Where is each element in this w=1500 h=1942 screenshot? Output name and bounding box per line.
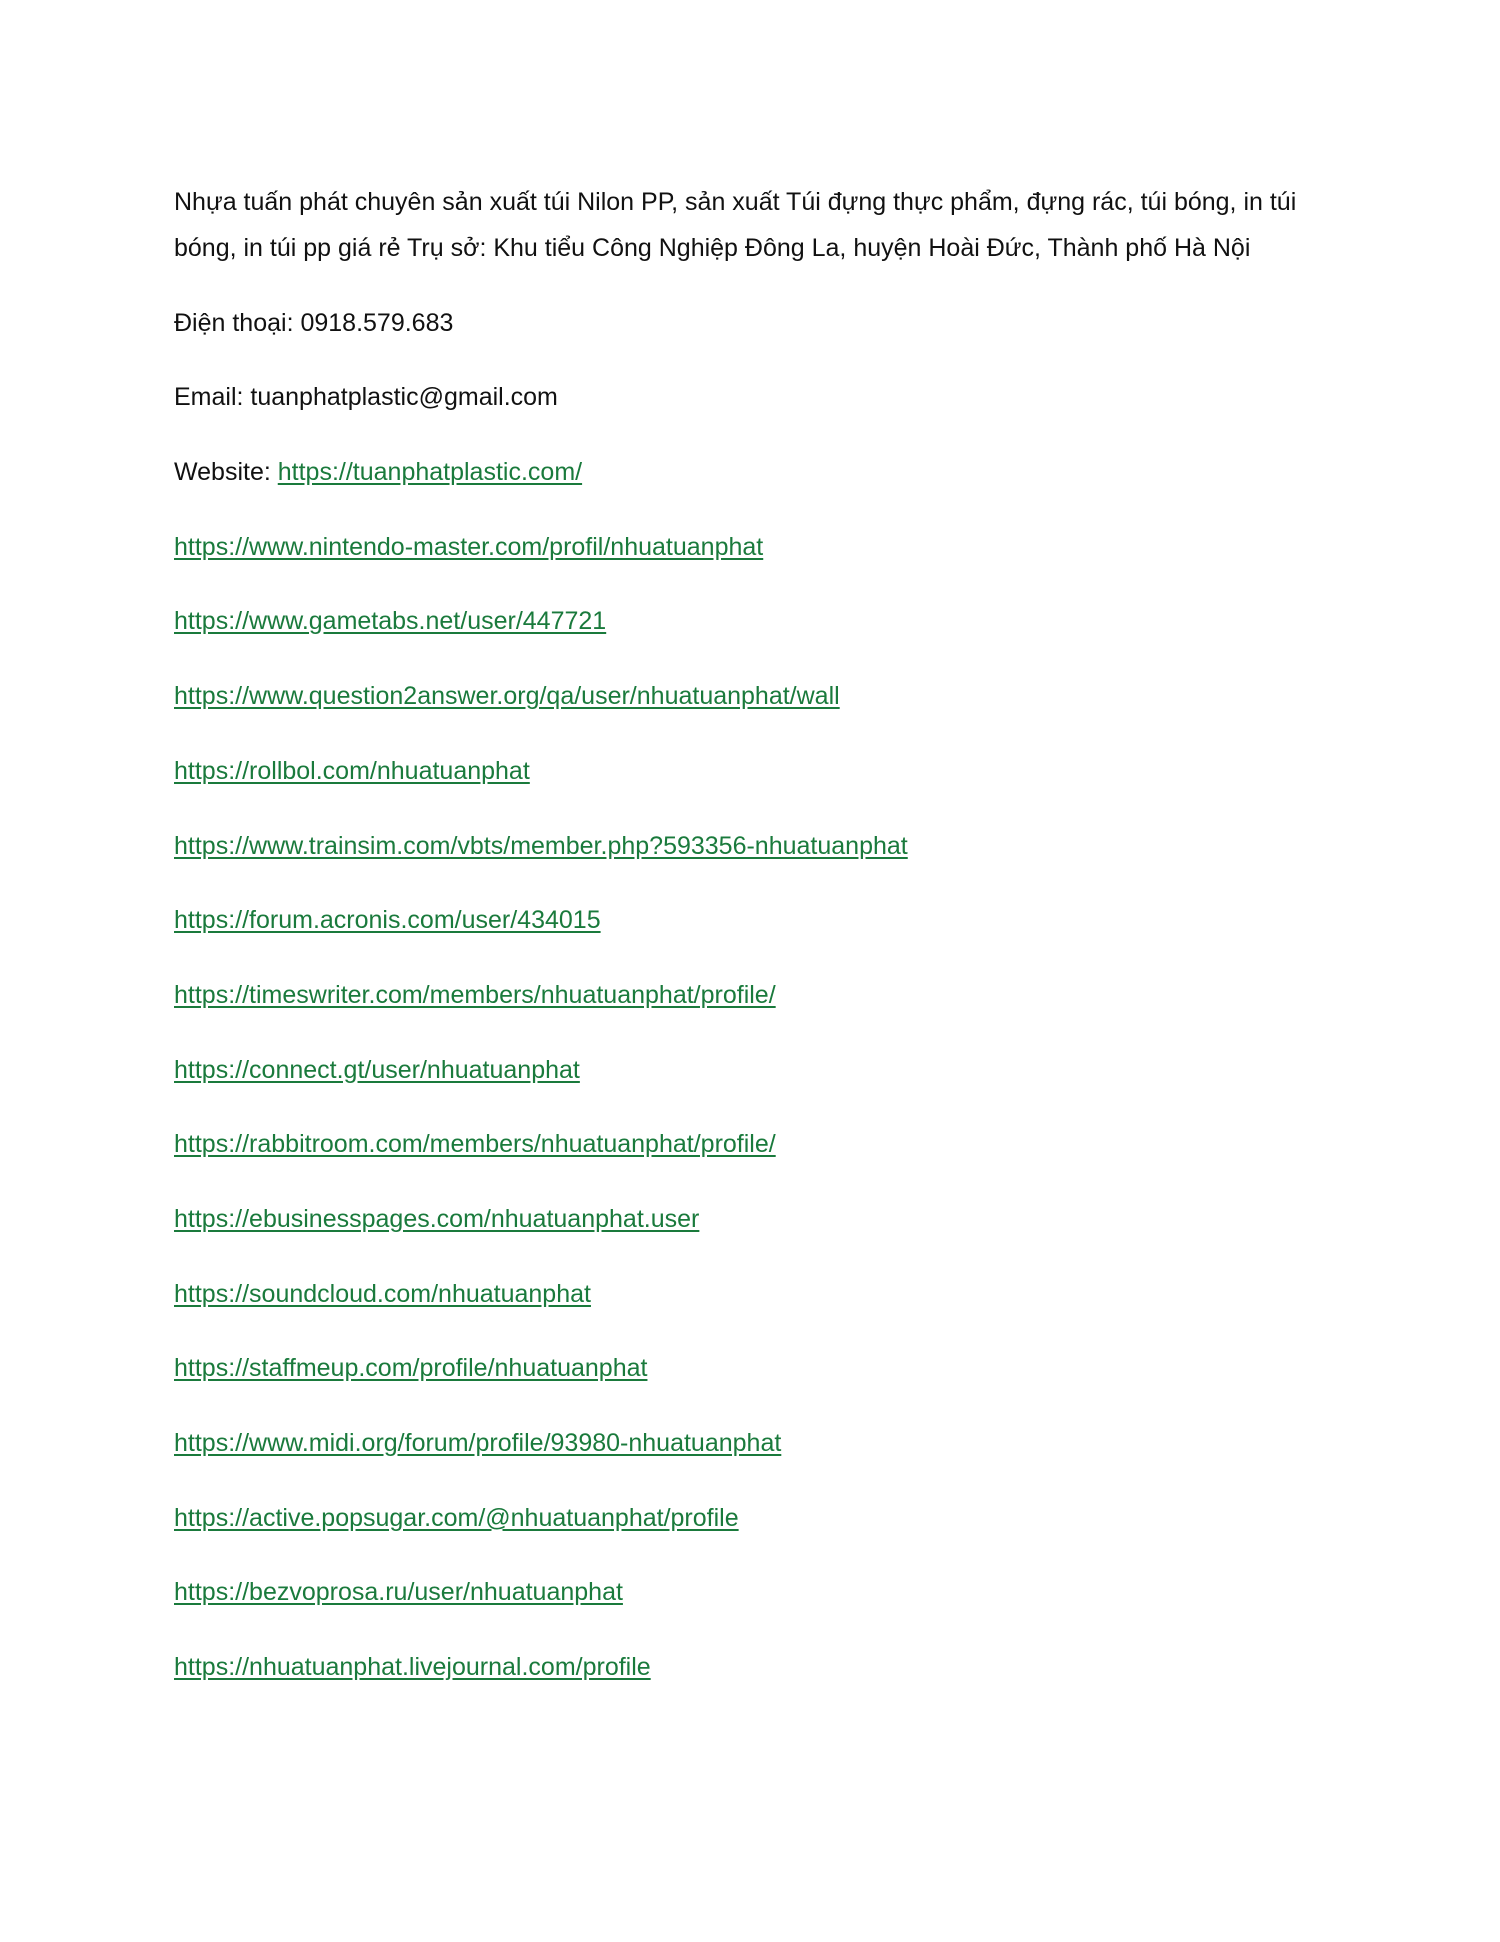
link-item bbox=[174, 673, 1314, 719]
link-item bbox=[174, 823, 1314, 869]
document-page bbox=[174, 179, 1314, 1719]
intro-paragraph: Nhựa tuấn phát chuyên sản xuất túi Nilon PP, sản xuất Túi đựng thực phẩm, đựng rác, túi bóng, in túi bóng, in túi pp giá rẻ Trụ sở: Khu tiểu Công Nghiệp Đông La, huyện Hoài Đức, Thành phố Hà Nội bbox=[174, 188, 1297, 262]
link-item bbox=[174, 1345, 1314, 1391]
profile-link[interactable]: https://rabbitroom.com/members/nhuatuanphat/profile/ bbox=[174, 1130, 776, 1159]
profile-link[interactable]: https://connect.gt/user/nhuatuanphat bbox=[174, 1055, 580, 1084]
profile-link[interactable]: https://forum.acronis.com/user/434015 bbox=[174, 906, 601, 935]
profile-link[interactable]: https://staffmeup.com/profile/nhuatuanphat bbox=[174, 1354, 648, 1383]
website-label: Website: bbox=[174, 458, 278, 487]
profile-link[interactable]: https://nhuatuanphat.livejournal.com/profile bbox=[174, 1653, 651, 1682]
email-line: Email: tuanphatplastic@gmail.com bbox=[174, 383, 558, 412]
profile-link[interactable]: https://timeswriter.com/members/nhuatuanphat/profile/ bbox=[174, 980, 776, 1009]
link-item bbox=[174, 1271, 1314, 1317]
link-list bbox=[174, 524, 1314, 1690]
profile-link[interactable]: https://ebusinesspages.com/nhuatuanphat.user bbox=[174, 1204, 700, 1233]
profile-link[interactable]: https://soundcloud.com/nhuatuanphat bbox=[174, 1279, 591, 1308]
profile-link[interactable]: https://www.nintendo-master.com/profil/nhuatuanphat bbox=[174, 532, 764, 561]
profile-link[interactable]: https://www.gametabs.net/user/447721 bbox=[174, 607, 607, 636]
profile-link[interactable]: https://www.trainsim.com/vbts/member.php?593356-nhuatuanphat bbox=[174, 831, 908, 860]
link-item bbox=[174, 1569, 1314, 1615]
profile-link[interactable]: https://active.popsugar.com/@nhuatuanphat/profile bbox=[174, 1503, 739, 1532]
website-line bbox=[174, 449, 1314, 495]
link-item bbox=[174, 748, 1314, 794]
link-item bbox=[174, 972, 1314, 1018]
link-item bbox=[174, 897, 1314, 943]
link-item bbox=[174, 1495, 1314, 1541]
profile-link[interactable]: https://www.question2answer.org/qa/user/nhuatuanphat/wall bbox=[174, 682, 840, 711]
link-item bbox=[174, 1121, 1314, 1167]
link-item bbox=[174, 524, 1314, 570]
profile-link[interactable]: https://rollbol.com/nhuatuanphat bbox=[174, 756, 530, 785]
website-link[interactable]: https://tuanphatplastic.com/ bbox=[277, 458, 583, 487]
link-item bbox=[174, 1047, 1314, 1093]
link-item bbox=[174, 1644, 1314, 1690]
link-item bbox=[174, 1420, 1314, 1466]
profile-link[interactable]: https://www.midi.org/forum/profile/93980-nhuatuanphat bbox=[174, 1429, 782, 1457]
phone-line: Điện thoại: 0918.579.683 bbox=[174, 308, 454, 337]
link-item bbox=[174, 1196, 1314, 1242]
profile-link[interactable]: https://bezvoprosa.ru/user/nhuatuanphat bbox=[174, 1578, 623, 1607]
link-item bbox=[174, 598, 1314, 644]
